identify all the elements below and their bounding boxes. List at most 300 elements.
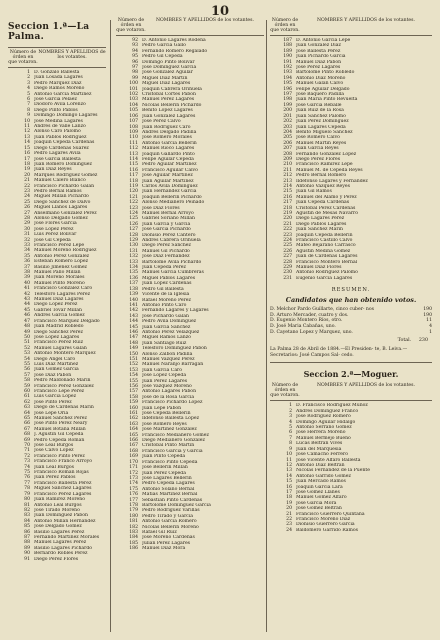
- voter-number: 213: [283, 178, 292, 184]
- voter-name: Domingo Domingo Lagares: [34, 113, 98, 119]
- voter-number: 188: [283, 43, 292, 49]
- voter-name: José Pichardo Galan: [142, 313, 189, 319]
- voter-name: Juan Ramirez Moreno: [34, 497, 85, 503]
- candidate-votes: 190: [423, 312, 432, 318]
- voter-name: Juan Dominguez Pabon: [34, 513, 88, 519]
- voter-name: Gabriel Tovar Millan: [34, 307, 82, 313]
- voter-name: José García Mora: [296, 500, 337, 506]
- voter-name: Diego Ramos Moreno: [34, 86, 85, 92]
- section-title: Seccion 1.ª—La Palma.: [8, 22, 90, 42]
- voter-number: 92: [132, 38, 138, 43]
- voter-name: Antonio Rodriguez Palomo: [296, 270, 358, 276]
- voter-number: 47: [24, 318, 30, 324]
- voter-number: 6: [289, 430, 292, 436]
- voter-number: 139: [129, 292, 138, 298]
- voter-number: 89: [24, 545, 30, 551]
- voter-name: Alonso Medianero Peinado: [142, 200, 205, 206]
- voter-number: 13: [24, 134, 30, 140]
- voter-number: 159: [129, 400, 138, 406]
- voter-number: 123: [129, 205, 138, 211]
- voter-number: 211: [283, 167, 292, 173]
- voter-name: Juan García Reyes: [296, 146, 339, 152]
- voter-number: 16: [24, 151, 30, 157]
- voter-row: [8, 557, 106, 562]
- voter-number: 53: [24, 351, 30, 357]
- voter-name: Francisco Ramirez Lepe: [296, 162, 353, 168]
- voter-number: 103: [129, 97, 138, 103]
- voter-name: Manuel M. de Cepeda Reyes: [296, 167, 363, 173]
- voter-number: 76: [24, 475, 30, 481]
- section-title: Seccion 2.ª—Moguer.: [303, 369, 399, 380]
- voter-number: 10: [24, 118, 30, 124]
- voter-name: Pedro Marquez Diaz: [34, 80, 82, 86]
- voter-number: 55: [24, 361, 30, 367]
- voter-list: [116, 38, 264, 552]
- voter-number: 111: [129, 140, 138, 146]
- voter-number: 93: [132, 43, 138, 49]
- voter-number: 136: [129, 275, 138, 281]
- voter-name: Francisco Perez Lepe: [34, 243, 85, 248]
- voter-name: Manuel Garcia Cumbreras: [142, 270, 204, 276]
- voter-name: Felipe Aguilar Delgado: [296, 86, 350, 92]
- voter-name: José Pinto Perez Neary: [34, 421, 88, 427]
- voter-number: 40: [24, 280, 30, 286]
- voter-number: 151: [129, 356, 138, 362]
- voter-name: José Vazquez Moreno: [142, 384, 192, 389]
- voter-name: José Lopez Perez: [34, 226, 74, 232]
- voter-name: Luis García López: [34, 394, 77, 400]
- voter-name: Benito Miguelo Sanchez: [296, 129, 353, 135]
- voter-number: 45: [24, 307, 30, 313]
- voter-number: 155: [129, 378, 138, 384]
- voter-name: Joaquin Cepeda Bellerin: [296, 232, 353, 238]
- voter-number: 141: [129, 302, 138, 308]
- voter-name: Juan de Cárdenas Lagares: [296, 254, 358, 260]
- voter-name: Cristóbal Pinto Martin: [142, 443, 195, 449]
- voter-name: José Perez Lagares: [296, 65, 341, 71]
- voter-number: 182: [129, 524, 138, 530]
- voter-name: Diodoro Avila Lorenzo: [34, 102, 86, 108]
- voter-name: Cristóbal Pérez Cárdenas: [296, 205, 356, 211]
- voter-number: 65: [24, 416, 30, 421]
- voter-number: 148: [129, 340, 138, 346]
- voter-name: Gabriel Soriano Millan: [142, 216, 195, 222]
- voter-name: Felipe Aguilar Cepeda: [142, 156, 194, 162]
- voter-name: Juan Perez Pablos: [34, 475, 76, 481]
- voter-number: 203: [283, 124, 292, 130]
- voter-name: J. Agustin Gil Cepeda: [34, 432, 84, 438]
- voter-number: 100: [129, 81, 138, 87]
- voter-number: 172: [129, 470, 138, 476]
- voter-name: Diego de Cárdenas Marin: [34, 405, 94, 411]
- voter-number: 120: [129, 189, 138, 195]
- voter-number: 18: [24, 161, 30, 167]
- voter-number: 3: [27, 80, 30, 86]
- voter-number: 3: [289, 414, 292, 420]
- voter-number: 166: [129, 438, 138, 444]
- table-header: [270, 383, 432, 398]
- voter-list: [270, 403, 432, 533]
- voter-name: Juan Rodriguez Caro: [142, 124, 191, 130]
- signature-note: La Palma 28 de Abril de 1884.—El Presiden- te, B. Leiva.—Secretarios: José Campos Sal- cedo.: [270, 347, 408, 358]
- voter-number: 212: [283, 173, 292, 179]
- voter-number: 5: [27, 91, 30, 97]
- voter-name: Juan Perez Cepeda: [142, 470, 186, 476]
- voter-number: 21: [24, 178, 30, 184]
- voter-name: José de la Rosa García: [142, 394, 195, 400]
- voter-number: 160: [129, 405, 138, 411]
- voter-number: 195: [283, 81, 292, 87]
- voter-number: 31: [24, 232, 30, 238]
- voter-name: Francisco García y García: [142, 448, 203, 454]
- voter-number: 71: [24, 448, 30, 454]
- voter-name: D. Antonio García Lepe: [296, 38, 351, 43]
- voter-name: Sebastian Pinto Cárdenas: [142, 497, 203, 503]
- voter-name: Juan Cepeda Cárdenas: [296, 200, 350, 206]
- voter-name: José Rodriguez Romero: [296, 414, 351, 420]
- voter-name: Juan del Marquesía: [296, 446, 342, 452]
- voter-name: Francisco Castillo Calvo: [296, 238, 353, 244]
- voter-name: Manuel Moreno Rodriguez: [34, 248, 97, 254]
- voter-name: Juan Hernandez García: [142, 189, 197, 195]
- voter-number: 73: [24, 459, 30, 465]
- voter-number: 72: [24, 453, 30, 459]
- voter-number: 121: [129, 194, 138, 200]
- voter-number: 79: [24, 491, 30, 497]
- name-header: NOMBRES Y APELLIDOS de los votantes.: [317, 383, 415, 389]
- voter-name: José Bellerin Millan: [142, 465, 188, 471]
- voter-number: 179: [129, 508, 138, 514]
- voter-name: Miguel Sanchez Lagares: [34, 486, 92, 492]
- candidate-votes: 11: [426, 318, 432, 324]
- voter-name: Nicolás Bellerin Pichardo: [142, 102, 202, 108]
- voter-name: Manuel Lagares Galan: [34, 345, 87, 351]
- voter-number: 78: [24, 486, 30, 492]
- divider: [270, 400, 432, 401]
- voter-name: José Martínez Gonzalez: [142, 427, 197, 433]
- voter-number: 22: [24, 183, 30, 189]
- page-number: 10: [210, 4, 230, 19]
- voter-name: Juan García Sanchez: [142, 324, 191, 330]
- voter-number: 214: [283, 183, 292, 189]
- voter-name: Miguel Diaz Lagares: [142, 81, 191, 87]
- voter-name: José Diaz Fernandez: [142, 254, 190, 260]
- candidate-row: [270, 330, 432, 336]
- voter-name: Manuel Calero Blanco: [34, 178, 86, 184]
- voter-name: José Lopez Lagares: [34, 334, 80, 340]
- voter-name: Eugenio García Lagares: [296, 275, 353, 281]
- voter-name: Manuel del Álamo y Perez: [296, 194, 357, 200]
- voter-number: 77: [24, 480, 30, 486]
- voter-name: Manuel Galan Calvo: [296, 81, 344, 87]
- voter-name: Francisco Perez Gonzalez: [34, 383, 94, 389]
- voter-name: Juan Aguilar Martinez: [142, 178, 194, 184]
- voter-name: Francisco Montero Bernal: [296, 259, 358, 265]
- voter-name: Joaquin García Lara: [296, 484, 343, 490]
- voter-number: 210: [283, 162, 292, 168]
- voter-number: 17: [24, 156, 30, 162]
- voter-number: 110: [129, 135, 138, 141]
- voter-number: 19: [24, 167, 30, 173]
- voter-number: 208: [283, 151, 292, 157]
- voter-name: Pedro Bernal Romero: [296, 173, 347, 179]
- voter-number: 132: [129, 254, 138, 260]
- voter-name: Manuel Diaz Pabon: [296, 59, 342, 65]
- voter-number: 41: [24, 286, 30, 292]
- voter-name: Juan Perez Lagares: [142, 378, 188, 384]
- voter-name: Manuel Bermejo Bueno: [296, 435, 351, 441]
- voter-number: 26: [24, 205, 30, 211]
- voter-name: Joaquin Bellerin Pichardo: [142, 194, 202, 200]
- divider: [8, 67, 106, 68]
- voter-number: 48: [24, 324, 30, 330]
- voter-name: Juan Gomez Garcia: [34, 367, 79, 373]
- voter-number: 194: [283, 75, 292, 81]
- voter-name: José Diaz Flores: [142, 205, 180, 211]
- voter-name: Alonso Caro Palomo: [34, 129, 81, 135]
- voter-number: 219: [283, 211, 292, 216]
- voter-number: 206: [283, 140, 292, 146]
- voter-number: 201: [283, 113, 292, 119]
- voter-number: 17: [286, 489, 292, 495]
- voter-name: José Dominguez García: [142, 65, 197, 71]
- voter-name: Antonio Lagares Pabon: [142, 389, 197, 395]
- voter-name: Pedro Avila Dominguez: [142, 319, 197, 325]
- voter-number: 11: [286, 457, 292, 463]
- voter-name: Francisco Perez Ruiz: [34, 340, 83, 346]
- voter-name: Bartolomé Dominguez García: [142, 502, 211, 508]
- voter-number: 144: [129, 319, 138, 325]
- voter-name: Miguel Llanos Lagares: [34, 205, 88, 211]
- voter-name: Pedro Gil Cepeda: [142, 54, 183, 60]
- voter-number: 218: [283, 205, 292, 211]
- voter-number: 167: [129, 443, 138, 449]
- voter-number: 97: [132, 65, 138, 71]
- voter-row: [116, 546, 264, 551]
- voter-name: Dionisio Perez Cantero: [142, 232, 196, 238]
- voter-name: Luis Pérez Bolivar: [34, 232, 77, 238]
- voter-number: 200: [283, 108, 292, 114]
- voter-name: Juan Garcia y Garcia: [142, 221, 191, 227]
- voter-number: 196: [283, 86, 292, 92]
- voter-number: 96: [132, 59, 138, 65]
- voter-name: Fernando Lagares y Lagares: [142, 308, 209, 314]
- voter-name: Manuel Gomez Alfaro: [296, 495, 347, 501]
- voter-number: 15: [24, 145, 30, 151]
- voter-name: Juan Losada Lagares: [34, 75, 83, 81]
- voter-number: 230: [283, 270, 292, 276]
- column-rule: [266, 20, 267, 632]
- voter-name: Pedro Lagares Avila: [34, 151, 81, 157]
- voter-number: 62: [24, 399, 30, 405]
- voter-number: 224: [283, 238, 292, 244]
- voter-number: 38: [24, 270, 30, 276]
- voter-name: Manuel Diaz Flores: [296, 265, 342, 271]
- voter-number: 142: [129, 308, 138, 314]
- voter-number: 102: [129, 92, 138, 98]
- voter-name: Marques Rodriguez Gomez: [34, 172, 98, 178]
- voter-number: 70: [24, 443, 30, 449]
- voter-name: Francisco Aguilar Calvo: [142, 167, 198, 173]
- voter-name: Baldomero Garrido Ramos: [296, 527, 359, 533]
- voter-name: Andrés García Gomez: [34, 313, 85, 319]
- voter-name: Rafael Gil Ruiz: [142, 529, 177, 535]
- voter-number: 183: [129, 529, 138, 535]
- voter-name: Francisco Marquez Delgado: [34, 318, 100, 324]
- voter-number: 133: [129, 259, 138, 265]
- voter-number: 61: [24, 394, 30, 400]
- voter-name: Juan Santiago Ruiz: [142, 340, 187, 346]
- voter-name: Cristóbal Cortes Pabon: [142, 92, 196, 98]
- voter-number: 169: [129, 454, 138, 460]
- voter-name: Francisco Lepe Perez: [34, 388, 85, 394]
- voter-number: 216: [283, 194, 292, 200]
- voter-number: 127: [129, 227, 138, 233]
- voter-number: 81: [24, 502, 30, 508]
- voter-name: Telésforo Lagares Perez: [34, 291, 90, 297]
- voter-name: Fernando Gonzalez Lopez: [296, 151, 357, 157]
- voter-number: 28: [24, 215, 30, 221]
- voter-name: Francisco Medianero Gomez: [142, 432, 209, 438]
- voter-name: Diego Pablos Lagares: [296, 221, 347, 227]
- voter-name: José García Pichardo: [142, 227, 191, 233]
- table-header: [8, 50, 106, 65]
- voter-name: José Delgado Gomez: [34, 524, 82, 530]
- voter-number: 173: [129, 475, 138, 481]
- voter-name: Antonio Millan Hernandez: [34, 518, 96, 524]
- voter-name: José Diaz Pabon: [34, 372, 72, 378]
- voter-number: 84: [24, 518, 30, 524]
- voter-name: José Herrera Moreno: [296, 430, 346, 436]
- voter-number: 10: [286, 452, 292, 458]
- column-3: [270, 18, 432, 533]
- voter-name: Diego Cárdenas Suarez: [34, 145, 89, 151]
- voter-name: Basilio Lagares Perez: [34, 529, 85, 535]
- voter-name: Francisco González Caro: [34, 286, 93, 292]
- voter-name: Domingo Aguilar Hidalgo: [296, 419, 356, 425]
- resumen-title: RESUMEN.: [331, 287, 371, 294]
- voter-list: [8, 70, 106, 562]
- voter-row: [270, 528, 432, 533]
- voter-number: 193: [283, 70, 292, 76]
- voter-name: Antonio Montero Marquez: [34, 351, 96, 357]
- voter-number: 37: [24, 264, 30, 270]
- number-header: Número de órden en que votaron.: [270, 18, 300, 33]
- voter-name: Juan Diaz Reyes: [34, 167, 72, 173]
- voter-number: 205: [283, 135, 292, 141]
- voter-name: José Garcia Reballe: [296, 102, 342, 108]
- voter-number: 175: [129, 486, 138, 492]
- voter-number: 30: [24, 226, 30, 232]
- candidate-name: D. Arturo Mercader, cuatro y dos.: [270, 312, 349, 318]
- divider: [270, 362, 432, 363]
- voter-name: Miguel Pablos Lagares: [142, 275, 196, 281]
- voter-name: Andrés Cabrera Orihuela: [142, 238, 201, 244]
- voter-number: 32: [24, 237, 30, 243]
- candidate-name: D. Eugenio Montero Ríos, otro.: [270, 318, 343, 324]
- voter-name: Rafael Moreno Perez: [142, 297, 191, 303]
- voter-name: Agustin de Mesas Navarro: [296, 211, 359, 216]
- voter-number: 229: [283, 265, 292, 271]
- voter-number: 117: [129, 173, 138, 179]
- voter-name: Alonso Delgado Gomez: [34, 215, 88, 221]
- voter-name: Pedro Bernal Ramos: [34, 188, 82, 194]
- total-label: Total.: [397, 338, 412, 344]
- voter-number: 7: [289, 435, 292, 441]
- voter-number: 22: [286, 516, 292, 522]
- voter-name: Telésforo Dominguez Pabon: [142, 346, 207, 352]
- voter-number: 192: [283, 65, 292, 71]
- voter-name: José Camacho Ferrero: [296, 452, 348, 458]
- voter-name: Juan Mercado Ramos: [296, 479, 346, 485]
- voter-name: Juan Gonzalez Lagares: [142, 113, 196, 119]
- voter-name: José Cepeda Bellerin: [142, 411, 191, 417]
- voter-name: Antonio Pinto Caro: [142, 302, 187, 308]
- voter-name: D. Gonzalo Ballesta: [34, 70, 80, 75]
- voter-name: Pedro Maldonado Marin: [34, 378, 91, 384]
- voter-name: Francisco Pinto Cepeda: [142, 459, 198, 465]
- voter-number: 154: [129, 373, 138, 379]
- voter-number: 94: [132, 48, 138, 54]
- voter-row: [270, 276, 432, 281]
- voter-number: 143: [129, 313, 138, 319]
- voter-number: 82: [24, 507, 30, 513]
- voter-number: 29: [24, 221, 30, 227]
- voter-name: Juan García Caro: [142, 367, 183, 373]
- voter-name: Juan Sanchez Palomo: [296, 113, 346, 119]
- divider: [270, 35, 432, 36]
- voter-number: 171: [129, 465, 138, 471]
- voter-name: Antonio Perez Velazquez: [142, 329, 200, 335]
- voter-name: Manuel Naranjo Barragan: [142, 362, 204, 368]
- voter-number: 187: [283, 38, 292, 43]
- voter-name: Pedro Aguilar Martinez: [142, 162, 197, 168]
- voter-number: 113: [129, 151, 138, 157]
- voter-number: 152: [129, 362, 138, 368]
- candidate-votes: 4: [429, 324, 432, 330]
- voter-name: Francisco Franco Arroyo: [34, 459, 92, 465]
- voter-number: 46: [24, 313, 30, 319]
- column-rule: [110, 20, 111, 632]
- voter-number: 91: [24, 556, 30, 562]
- voter-number: 52: [24, 345, 30, 351]
- name-header: NOMBRES Y APELLIDOS de los votantes.: [156, 18, 254, 23]
- voter-name: Matías Martinez Bernal: [142, 492, 198, 498]
- voter-number: 5: [289, 425, 292, 431]
- voter-name: Andrés Dominguez Franco: [296, 408, 359, 414]
- voter-number: 12: [24, 129, 30, 135]
- voter-name: Benito López Lagares: [142, 108, 193, 114]
- voter-number: 1: [289, 403, 292, 409]
- voter-number: 57: [24, 372, 30, 378]
- column-2: [116, 18, 264, 552]
- voter-number: 60: [24, 388, 30, 394]
- voter-name: Vicente de la Iglesia: [142, 292, 190, 298]
- voter-name: Manuel Vazquez Perez: [142, 356, 195, 362]
- voter-number: 181: [129, 519, 138, 525]
- voter-number: 69: [24, 437, 30, 443]
- voter-number: 63: [24, 405, 30, 411]
- voter-name: Diego Medianero Gonzalez: [142, 438, 205, 444]
- voter-number: 13: [286, 468, 292, 474]
- voter-name: José Medina Lagares: [34, 118, 83, 124]
- voter-number: 124: [129, 211, 138, 216]
- voter-name: Francisco Perez Lagares: [34, 491, 92, 497]
- voter-number: 98: [132, 70, 138, 76]
- voter-name: Diego Pinto Pablos: [34, 107, 78, 113]
- voter-number: 80: [24, 497, 30, 503]
- voter-name: José Gonzalez Aguilar: [142, 70, 193, 76]
